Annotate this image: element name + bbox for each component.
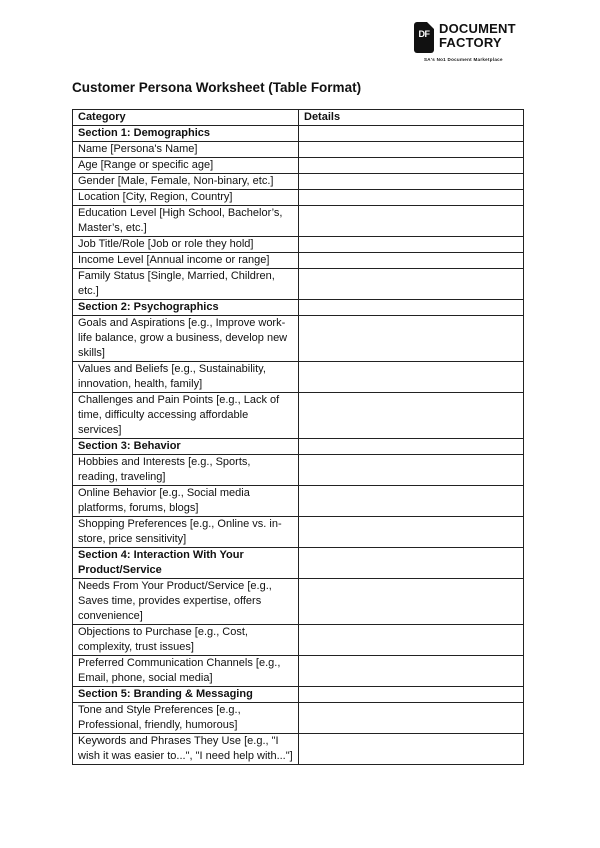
details-cell[interactable] [299,126,524,142]
table-row [73,734,524,765]
table-row [73,362,524,393]
details-cell[interactable] [299,158,524,174]
section-heading: Section 3: Behavior [73,439,299,455]
section-row [73,300,524,316]
details-cell[interactable] [299,455,524,486]
section-row [73,548,524,579]
details-cell[interactable] [299,625,524,656]
section-heading: Section 5: Branding & Messaging [73,687,299,703]
table-row [73,316,524,362]
details-cell[interactable] [299,687,524,703]
logo-tagline: SA's No1 Document Marketplace [424,57,503,62]
table-row [73,393,524,439]
details-cell[interactable] [299,269,524,300]
table-row [73,206,524,237]
table-row [73,656,524,687]
details-cell[interactable] [299,142,524,158]
details-cell[interactable] [299,703,524,734]
category-cell: Shopping Preferences [e.g., Online vs. in-store, price sensitivity] [73,517,299,548]
details-cell[interactable] [299,316,524,362]
details-cell[interactable] [299,300,524,316]
category-cell: Challenges and Pain Points [e.g., Lack of time, difficulty accessing affordable services] [73,393,299,439]
category-cell: Gender [Male, Female, Non-binary, etc.] [73,174,299,190]
document-factory-logo [414,20,534,66]
category-cell: Online Behavior [e.g., Social media platforms, forums, blogs] [73,486,299,517]
category-cell: Family Status [Single, Married, Children, etc.] [73,269,299,300]
details-cell[interactable] [299,362,524,393]
table-body [73,126,524,765]
category-cell: Keywords and Phrases They Use [e.g., "I wish it was easier to...", "I need help with..."] [73,734,299,765]
column-header-category: Category [73,110,299,126]
category-cell: Needs From Your Product/Service [e.g., Saves time, provides expertise, offers convenience] [73,579,299,625]
details-cell[interactable] [299,579,524,625]
table-header-row [73,110,524,126]
category-cell: Goals and Aspirations [e.g., Improve work-life balance, grow a business, develop new skills] [73,316,299,362]
table-row [73,517,524,548]
details-cell[interactable] [299,548,524,579]
table-row [73,579,524,625]
category-cell: Job Title/Role [Job or role they hold] [73,237,299,253]
details-cell[interactable] [299,190,524,206]
column-header-details: Details [299,110,524,126]
category-cell: Values and Beliefs [e.g., Sustainability, innovation, health, family] [73,362,299,393]
category-cell: Age [Range or specific age] [73,158,299,174]
logo-word-line2: FACTORY [439,35,502,50]
table-row [73,253,524,269]
details-cell[interactable] [299,174,524,190]
section-row [73,126,524,142]
details-cell[interactable] [299,206,524,237]
details-cell[interactable] [299,734,524,765]
section-heading: Section 1: Demographics [73,126,299,142]
details-cell[interactable] [299,393,524,439]
category-cell: Name [Persona's Name] [73,142,299,158]
section-heading: Section 4: Interaction With Your Product/Service [73,548,299,579]
table-row [73,158,524,174]
category-cell: Income Level [Annual income or range] [73,253,299,269]
details-cell[interactable] [299,237,524,253]
details-cell[interactable] [299,439,524,455]
category-cell: Tone and Style Preferences [e.g., Professional, friendly, humorous] [73,703,299,734]
details-cell[interactable] [299,517,524,548]
table-row [73,269,524,300]
table-row [73,486,524,517]
table-row [73,142,524,158]
logo-letters: DF [418,29,430,39]
details-cell[interactable] [299,656,524,687]
table-row [73,237,524,253]
category-cell: Hobbies and Interests [e.g., Sports, reading, traveling] [73,455,299,486]
table-row [73,455,524,486]
section-row [73,687,524,703]
details-cell[interactable] [299,486,524,517]
table-row [73,190,524,206]
page-title: Customer Persona Worksheet (Table Format) [72,80,362,95]
category-cell: Preferred Communication Channels [e.g., Email, phone, social media] [73,656,299,687]
persona-table [72,109,524,765]
category-cell: Location [City, Region, Country] [73,190,299,206]
section-heading: Section 2: Psychographics [73,300,299,316]
details-cell[interactable] [299,253,524,269]
category-cell: Education Level [High School, Bachelor’s, Master’s, etc.] [73,206,299,237]
table-row [73,625,524,656]
logo-word-line1: DOCUMENT [439,21,516,36]
table-row [73,703,524,734]
table-row [73,174,524,190]
section-row [73,439,524,455]
category-cell: Objections to Purchase [e.g., Cost, complexity, trust issues] [73,625,299,656]
